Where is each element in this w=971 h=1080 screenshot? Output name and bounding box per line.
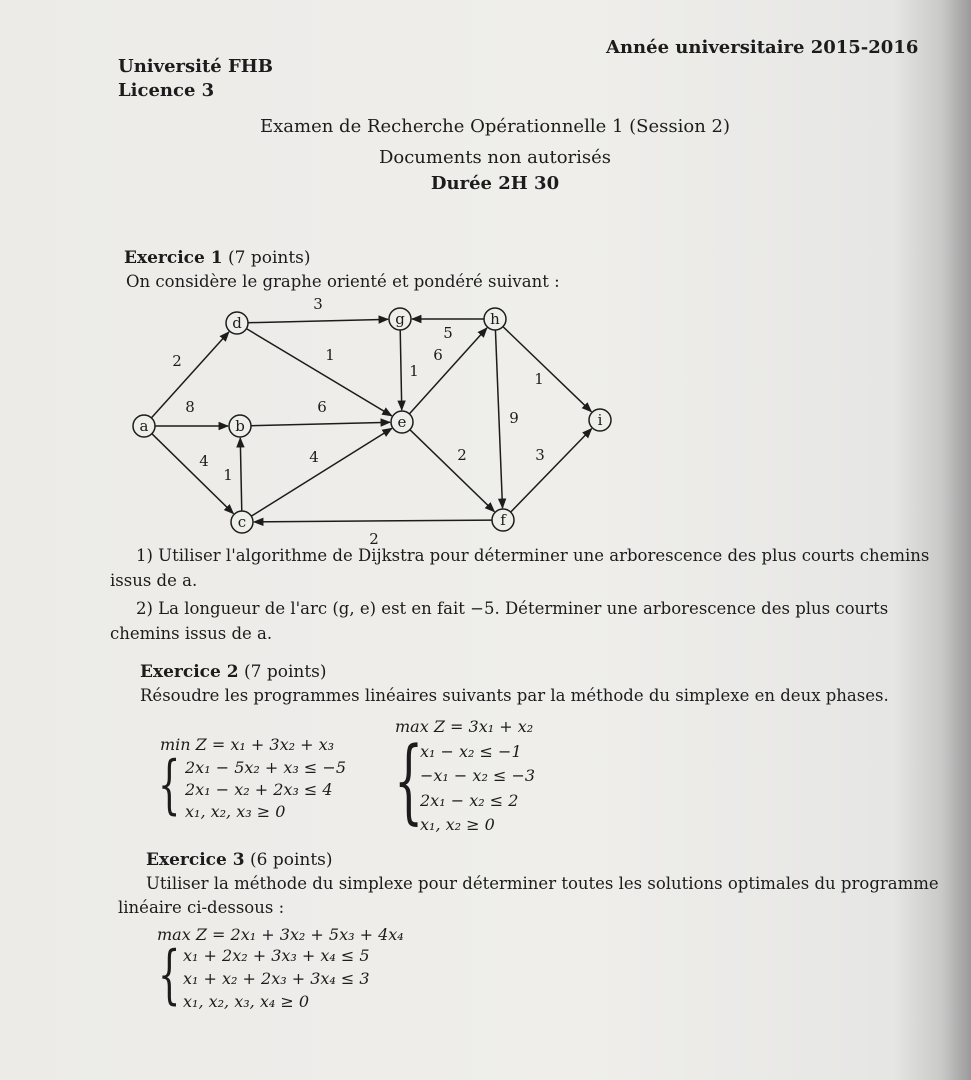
weight-f-i: 3 [535, 446, 545, 464]
ex2-p2-constraint1: x₁ − x₂ ≤ −1 [420, 742, 522, 761]
node-label-f: f [500, 511, 506, 529]
ex1-question2-line1: 2) La longueur de l'arc (g, e) est en fait −5. Déterminer une arborescence des plus courts [136, 599, 889, 618]
weight-a-b: 8 [185, 398, 195, 416]
node-e [391, 411, 413, 433]
node-i [589, 409, 611, 431]
ex2-p2-objective: max Z = 3x₁ + x₂ [395, 717, 534, 736]
node-label-a: a [139, 417, 149, 435]
ex3-constraint1: x₁ + 2x₂ + 3x₃ + x₄ ≤ 5 [183, 946, 370, 965]
edge-d-g [248, 319, 388, 322]
ex3-constraint3: x₁, x₂, x₃, x₄ ≥ 0 [183, 992, 310, 1011]
ex2-p2-brace: { [394, 727, 424, 834]
ex2-p1-constraint1: 2x₁ − 5x₂ + x₃ ≤ −5 [185, 758, 346, 777]
weight-e-h: 6 [433, 346, 443, 364]
university-name: Université FHB [118, 56, 274, 77]
ex2-p1-objective: min Z = x₁ + 3x₂ + x₃ [160, 735, 335, 754]
exam-duration: Durée 2H 30 [430, 173, 560, 194]
academic-year: Année universitaire 2015-2016 [606, 37, 919, 58]
ex1-heading: Exercice 1 [124, 248, 223, 268]
ex2-intro: Résoudre les programmes linéaires suivants par la méthode du simplexe en deux phases. [140, 686, 889, 705]
node-d [226, 312, 248, 334]
weight-g-e: 1 [409, 362, 419, 380]
ex2-p2-constraint3: 2x₁ − x₂ ≤ 2 [420, 791, 519, 810]
ex3-heading-line [146, 850, 333, 870]
weight-a-c: 4 [199, 452, 209, 470]
weight-c-e: 4 [309, 448, 319, 466]
node-a [133, 415, 155, 437]
weight-a-d: 2 [172, 352, 182, 370]
ex3-intro-line1: Utiliser la méthode du simplexe pour déterminer toutes les solutions optimales du programme [146, 874, 939, 893]
ex3-brace: { [158, 938, 181, 1012]
node-b [229, 415, 251, 437]
ex2-p1-brace: { [158, 748, 181, 822]
ex3-intro-line2: linéaire ci-dessous : [118, 898, 285, 917]
weight-h-f: 9 [509, 409, 519, 427]
edge-b-e [251, 422, 390, 425]
node-c [231, 511, 253, 533]
edge-f-i [511, 429, 592, 512]
weight-d-e: 1 [325, 346, 335, 364]
node-label-b: b [235, 417, 245, 435]
edge-h-i [503, 327, 591, 412]
weight-b-e: 6 [317, 398, 327, 416]
edge-f-c [254, 520, 492, 522]
weight-h-i: 1 [534, 370, 544, 388]
ex2-p1-constraint3: x₁, x₂, x₃ ≥ 0 [185, 802, 286, 821]
edge-g-e [400, 330, 402, 410]
exam-title: Examen de Recherche Opérationnelle 1 (Session 2) [260, 116, 730, 137]
ex1-question1-line2: issus de a. [110, 571, 198, 590]
documents-note: Documents non autorisés [378, 147, 612, 168]
weight-h-g: 5 [443, 324, 453, 342]
ex3-constraint2: x₁ + x₂ + 2x₃ + 3x₄ ≤ 3 [183, 969, 370, 988]
ex2-p2-constraint4: x₁, x₂ ≥ 0 [420, 815, 495, 834]
ex3-points: (6 points) [250, 850, 333, 870]
weight-d-g: 3 [313, 295, 323, 313]
edge-h-f [495, 330, 502, 508]
edge-c-b [240, 438, 242, 511]
edge-a-c [152, 434, 234, 514]
weight-f-c: 2 [369, 530, 379, 548]
node-label-d: d [232, 314, 242, 332]
ex1-intro: On considère le graphe orienté et pondéré suivant : [126, 272, 560, 291]
ex3-heading: Exercice 3 [146, 850, 245, 870]
edge-e-f [410, 430, 494, 512]
node-g [389, 308, 411, 330]
ex2-p1-constraint2: 2x₁ − x₂ + 2x₃ ≤ 4 [185, 780, 333, 799]
node-f [492, 509, 514, 531]
ex3-objective: max Z = 2x₁ + 3x₂ + 5x₃ + 4x₄ [157, 925, 404, 944]
ex2-p2-constraint2: −x₁ − x₂ ≤ −3 [420, 766, 536, 785]
ex2-heading: Exercice 2 [140, 662, 239, 682]
node-label-h: h [490, 310, 500, 328]
ex1-points: (7 points) [228, 248, 311, 268]
node-label-i: i [597, 411, 603, 429]
node-label-e: e [397, 413, 407, 431]
node-h [484, 308, 506, 330]
node-label-g: g [395, 310, 405, 328]
weight-e-f: 2 [457, 446, 467, 464]
edge-c-e [251, 428, 391, 516]
node-label-c: c [237, 513, 247, 531]
weight-c-b: 1 [223, 466, 233, 484]
ex1-question1-line1: 1) Utiliser l'algorithme de Dijkstra pour déterminer une arborescence des plus courts chemins [136, 546, 930, 565]
licence-level: Licence 3 [118, 80, 215, 101]
ex2-heading-line [140, 662, 327, 682]
ex2-points: (7 points) [244, 662, 327, 682]
ex1-question2-line2: chemins issus de a. [110, 624, 273, 643]
